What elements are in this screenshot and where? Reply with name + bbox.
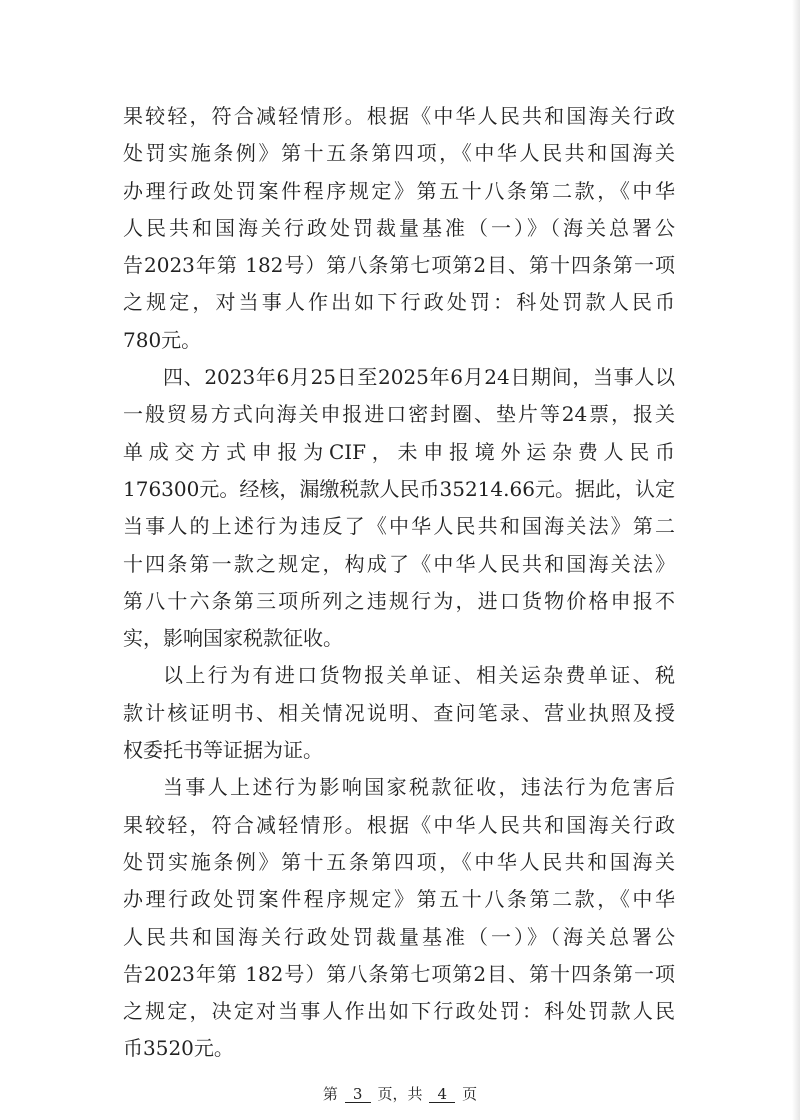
- text-line: 币3520元。: [123, 1036, 234, 1061]
- text-line: 当事人的上述行为违反了《中华人民共和国海关法》第二: [123, 514, 675, 539]
- text-line: 处罚实施条例》第十五条第四项，《中华人民共和国海关: [123, 849, 675, 874]
- text-line: 款计核证明书、相关情况说明、查问笔录、营业执照及授: [123, 700, 675, 725]
- text-line: 处罚实施条例》第十五条第四项，《中华人民共和国海关: [123, 141, 675, 166]
- text-line: 之规定，对当事人作出如下行政处罚：科处罚款人民币: [123, 290, 675, 315]
- text-line: 实，影响国家税款征收。: [123, 626, 343, 651]
- text-line: 176300元。经核，漏缴税款人民币35214.66元。据此，认定: [123, 476, 675, 501]
- text-line: 告2023年第 182号）第八条第七项第2目、第十四条第一项: [123, 253, 675, 278]
- document-body: [123, 98, 675, 1068]
- paragraph-penalty-780: [123, 98, 675, 359]
- text-line: 十四条第一款之规定，构成了《中华人民共和国海关法》: [123, 551, 675, 576]
- footer-prefix: 第: [322, 1085, 338, 1103]
- text-line: 四、2023年6月25日至2025年6月24日期间，当事人以: [163, 365, 675, 390]
- text-line: 以上行为有进口货物报关单证、相关运杂费单证、税: [163, 663, 675, 688]
- text-line: 单成交方式申报为CIF，未申报境外运杂费人民币: [123, 439, 675, 464]
- page-edge-shadow: [792, 0, 800, 1120]
- footer-suffix: 页: [462, 1085, 478, 1103]
- text-line: 当事人上述行为影响国家税款征收，违法行为危害后: [163, 775, 675, 800]
- current-page-number: 3: [345, 1086, 371, 1103]
- text-line: 果较轻，符合减轻情形。根据《中华人民共和国海关行政: [123, 812, 675, 837]
- text-line: 第八十六条第三项所列之违规行为，进口货物价格申报不: [123, 588, 675, 613]
- text-line: 一般贸易方式向海关申报进口密封圈、垫片等24票，报关: [123, 402, 675, 427]
- text-line: 之规定，决定对当事人作出如下行政处罚：科处罚款人民: [123, 999, 675, 1024]
- total-page-count: 4: [429, 1086, 455, 1103]
- text-line: 780元。: [123, 327, 202, 352]
- text-line: 办理行政处罚案件程序规定》第五十八条第二款，《中华: [123, 178, 675, 203]
- text-line: 人民共和国海关行政处罚裁量基准（一）》（海关总署公: [123, 215, 675, 240]
- text-line: 告2023年第 182号）第八条第七项第2目、第十四条第一项: [123, 961, 675, 986]
- text-line: 办理行政处罚案件程序规定》第五十八条第二款，《中华: [123, 887, 675, 912]
- text-line: 权委托书等证据为证。: [123, 738, 323, 763]
- paragraph-evidence: [123, 657, 675, 769]
- text-line: 人民共和国海关行政处罚裁量基准（一）》（海关总署公: [123, 924, 675, 949]
- text-line: 果较轻，符合减轻情形。根据《中华人民共和国海关行政: [123, 104, 675, 128]
- paragraph-penalty-3520: [123, 769, 675, 1067]
- paragraph-violation-four: [123, 359, 675, 657]
- footer-middle: 页，共: [377, 1085, 423, 1103]
- page-footer: [0, 1083, 800, 1104]
